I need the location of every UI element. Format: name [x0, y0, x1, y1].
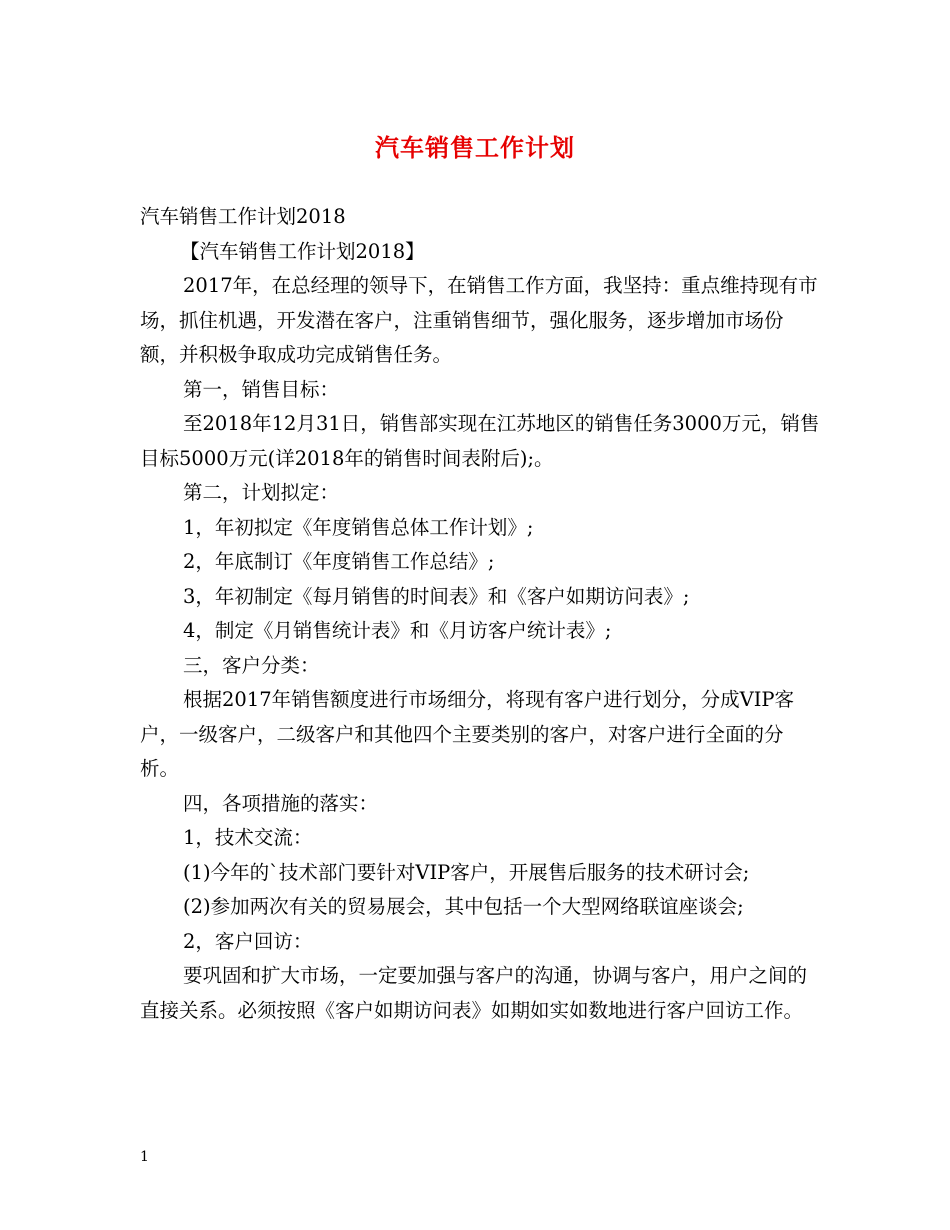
paragraph-tech-exchange-heading: 1，技术交流： [183, 826, 313, 849]
paragraph-tech-exchange-item-1: (1)今年的`技术部门要针对VIP客户，开展售后服务的技术研讨会; [183, 860, 750, 884]
paragraph-bracket-title: 【汽车销售工作计划2018】 [180, 239, 425, 263]
paragraph-tech-exchange-item-2: (2)参加两次有关的贸易展会，其中包括一个大型网络联谊座谈会; [183, 895, 744, 918]
paragraph-plan-item-3: 3，年初制定《每月销售的时间表》和《客户如期访问表》; [183, 584, 690, 608]
document-title: 汽车销售工作计划 [375, 133, 575, 162]
paragraph-heading-line: 汽车销售工作计划2018 [140, 205, 346, 228]
paragraph-intro: 2017年，在总经理的领导下，在销售工作方面，我坚持：重点维持现有市场，抓住机遇，开发潜在客户，注重销售细节，强化服务，逐步增加市场份额，并积极争取成功完成销售任务。 [140, 274, 818, 366]
page-number: 1 [140, 1149, 149, 1165]
paragraph-customer-classification: 根据2017年销售额度进行市场细分，将现有客户进行划分，分成VIP客户，一级客户，二级客户和其他四个主要类别的客户，对客户进行全面的分析。 [140, 688, 795, 780]
paragraph-section-4-heading: 四，各项措施的落实： [183, 791, 379, 815]
document-body [140, 200, 820, 1028]
paragraph-section-3-heading: 三，客户分类： [183, 653, 320, 677]
paragraph-section-1-heading: 第一，销售目标： [183, 377, 340, 401]
paragraph-plan-item-2: 2，年底制订《年度销售工作总结》; [183, 550, 495, 573]
paragraph-section-2-heading: 第二，计划拟定： [183, 481, 340, 504]
paragraph-customer-visit-body: 要巩固和扩大市场，一定要加强与客户的沟通，协调与客户，用户之间的直接关系。必须按照《客户如期访问表》如期如实如数地进行客户回访工作。 [140, 964, 808, 1022]
paragraph-plan-item-4: 4，制定《月销售统计表》和《月访客户统计表》; [183, 619, 612, 642]
paragraph-customer-visit-heading: 2，客户回访： [183, 929, 313, 953]
paragraph-plan-item-1: 1，年初拟定《年度销售总体工作计划》; [183, 515, 534, 539]
paragraph-sales-target: 至2018年12月31日，销售部实现在江苏地区的销售任务3000万元，销售目标5000万元(详2018年的销售时间表附后);。 [140, 412, 820, 470]
